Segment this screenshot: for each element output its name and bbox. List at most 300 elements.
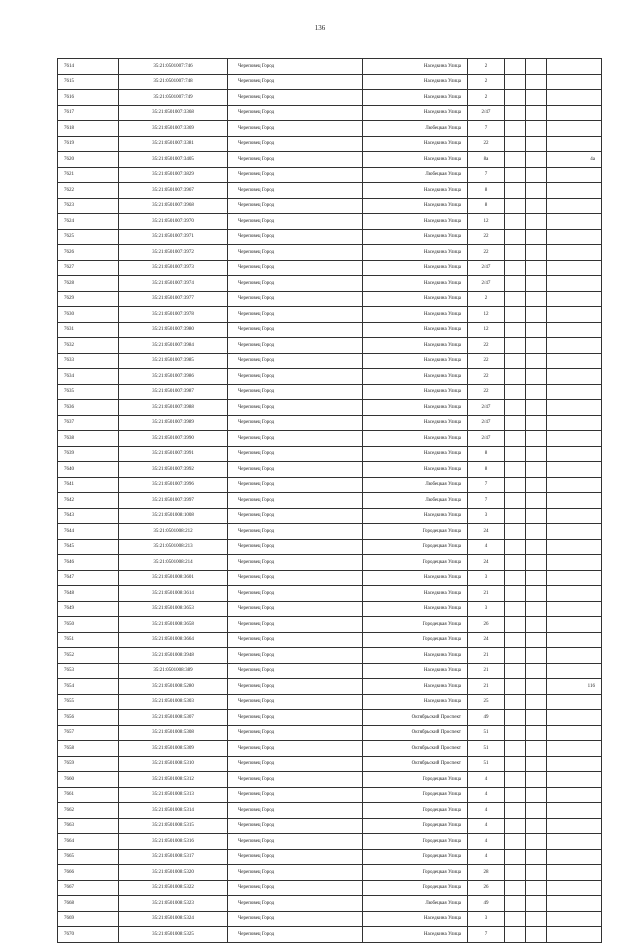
extra-cell-1 [505, 307, 526, 323]
city-cell: Череповец Город [228, 90, 363, 106]
city-cell: Череповец Город [228, 570, 363, 586]
row-number-cell: 7636 [58, 400, 119, 416]
cadastral-number-cell: 35:21:0501007:3368 [119, 105, 228, 121]
row-number-cell: 7631 [58, 322, 119, 338]
extra-cell-2 [526, 214, 547, 230]
apartment-cell [547, 198, 602, 214]
city-cell: Череповец Город [228, 291, 363, 307]
street-cell: Наседкина Улица [363, 462, 468, 478]
city-cell: Череповец Город [228, 229, 363, 245]
extra-cell-1 [505, 59, 526, 75]
extra-cell-2 [526, 121, 547, 137]
street-cell: Городецкая Улица [363, 617, 468, 633]
house-number-cell: 22 [468, 245, 505, 261]
house-number-cell: 4 [468, 849, 505, 865]
city-cell: Череповец Город [228, 136, 363, 152]
house-number-cell: 2/47 [468, 105, 505, 121]
house-number-cell: 2/47 [468, 415, 505, 431]
extra-cell-1 [505, 369, 526, 385]
house-number-cell: 21 [468, 586, 505, 602]
street-cell: Городецкая Улица [363, 834, 468, 850]
row-number-cell: 7668 [58, 896, 119, 912]
row-number-cell: 7633 [58, 353, 119, 369]
street-cell: Наседкина Улица [363, 508, 468, 524]
house-number-cell: 8 [468, 462, 505, 478]
street-cell: Городецкая Улица [363, 787, 468, 803]
street-cell: Наседкина Улица [363, 183, 468, 199]
extra-cell-2 [526, 167, 547, 183]
house-number-cell: 12 [468, 307, 505, 323]
apartment-cell [547, 694, 602, 710]
table-row [58, 307, 602, 323]
cadastral-number-cell: 35:21:0501007:3996 [119, 477, 228, 493]
table-row [58, 756, 602, 772]
cadastral-number-cell: 35:21:0501008:5308 [119, 725, 228, 741]
apartment-cell [547, 245, 602, 261]
cadastral-number-cell: 35:21:0501008:5313 [119, 787, 228, 803]
row-number-cell: 7664 [58, 834, 119, 850]
table-row [58, 539, 602, 555]
table-row [58, 927, 602, 943]
table-row [58, 74, 602, 90]
table-row [58, 617, 602, 633]
house-number-cell: 26 [468, 617, 505, 633]
street-cell: Наседкина Улица [363, 586, 468, 602]
row-number-cell: 7650 [58, 617, 119, 633]
extra-cell-1 [505, 74, 526, 90]
cadastral-number-cell: 35:21:0501008:3948 [119, 648, 228, 664]
row-number-cell: 7643 [58, 508, 119, 524]
table-row [58, 849, 602, 865]
house-number-cell: 22 [468, 229, 505, 245]
city-cell: Череповец Город [228, 260, 363, 276]
city-cell: Череповец Город [228, 400, 363, 416]
cadastral-number-cell: 35:21:0501008:5280 [119, 679, 228, 695]
extra-cell-2 [526, 74, 547, 90]
extra-cell-2 [526, 245, 547, 261]
extra-cell-2 [526, 896, 547, 912]
row-number-cell: 7632 [58, 338, 119, 354]
city-cell: Череповец Город [228, 183, 363, 199]
table-row [58, 105, 602, 121]
extra-cell-1 [505, 725, 526, 741]
extra-cell-2 [526, 555, 547, 571]
apartment-cell [547, 787, 602, 803]
house-number-cell: 2 [468, 90, 505, 106]
apartment-cell [547, 446, 602, 462]
city-cell: Череповец Город [228, 214, 363, 230]
house-number-cell: 12 [468, 322, 505, 338]
house-number-cell: 21 [468, 648, 505, 664]
city-cell: Череповец Город [228, 725, 363, 741]
house-number-cell: 49 [468, 710, 505, 726]
table-row [58, 183, 602, 199]
row-number-cell: 7640 [58, 462, 119, 478]
house-number-cell: 2/47 [468, 431, 505, 447]
extra-cell-2 [526, 260, 547, 276]
apartment-cell: 116 [547, 679, 602, 695]
extra-cell-2 [526, 880, 547, 896]
extra-cell-2 [526, 586, 547, 602]
city-cell: Череповец Город [228, 834, 363, 850]
apartment-cell [547, 167, 602, 183]
street-cell: Наседкина Улица [363, 307, 468, 323]
cadastral-number-cell: 35:21:0501007:746 [119, 59, 228, 75]
apartment-cell [547, 911, 602, 927]
extra-cell-2 [526, 229, 547, 245]
street-cell: Наседкина Улица [363, 136, 468, 152]
row-number-cell: 7624 [58, 214, 119, 230]
city-cell: Череповец Город [228, 152, 363, 168]
cadastral-number-cell: 35:21:0501008:3664 [119, 632, 228, 648]
house-number-cell: 3 [468, 570, 505, 586]
table-row [58, 446, 602, 462]
street-cell: Городецкая Улица [363, 803, 468, 819]
house-number-cell: 22 [468, 136, 505, 152]
extra-cell-1 [505, 849, 526, 865]
cadastral-number-cell: 35:21:0501007:749 [119, 90, 228, 106]
extra-cell-1 [505, 803, 526, 819]
city-cell: Череповец Город [228, 59, 363, 75]
row-number-cell: 7657 [58, 725, 119, 741]
city-cell: Череповец Город [228, 307, 363, 323]
row-number-cell: 7670 [58, 927, 119, 943]
house-number-cell: 49 [468, 896, 505, 912]
apartment-cell [547, 586, 602, 602]
cadastral-number-cell: 35:21:0501008:5303 [119, 694, 228, 710]
street-cell: Любецкая Улица [363, 477, 468, 493]
row-number-cell: 7652 [58, 648, 119, 664]
extra-cell-1 [505, 663, 526, 679]
apartment-cell [547, 276, 602, 292]
street-cell: Наседкина Улица [363, 663, 468, 679]
row-number-cell: 7625 [58, 229, 119, 245]
house-number-cell: 4 [468, 787, 505, 803]
city-cell: Череповец Город [228, 787, 363, 803]
extra-cell-2 [526, 508, 547, 524]
cadastral-number-cell: 35:21:0501008:5323 [119, 896, 228, 912]
extra-cell-2 [526, 291, 547, 307]
apartment-cell [547, 183, 602, 199]
street-cell: Наседкина Улица [363, 400, 468, 416]
table-row [58, 725, 602, 741]
row-number-cell: 7634 [58, 369, 119, 385]
table-row [58, 384, 602, 400]
apartment-cell [547, 229, 602, 245]
city-cell: Череповец Город [228, 539, 363, 555]
table-row [58, 741, 602, 757]
apartment-cell [547, 725, 602, 741]
street-cell: Наседкина Улица [363, 431, 468, 447]
city-cell: Череповец Город [228, 741, 363, 757]
cadastral-number-cell: 35:21:0501007:3987 [119, 384, 228, 400]
row-number-cell: 7648 [58, 586, 119, 602]
cadastral-number-cell: 35:21:0501008:5307 [119, 710, 228, 726]
cadastral-number-cell: 35:21:0501008:1008 [119, 508, 228, 524]
street-cell: Наседкина Улица [363, 415, 468, 431]
city-cell: Череповец Город [228, 322, 363, 338]
street-cell: Наседкина Улица [363, 338, 468, 354]
apartment-cell [547, 617, 602, 633]
cadastral-number-cell: 35:21:0501007:3991 [119, 446, 228, 462]
city-cell: Череповец Город [228, 601, 363, 617]
extra-cell-2 [526, 446, 547, 462]
street-cell: Городецкая Улица [363, 632, 468, 648]
extra-cell-1 [505, 896, 526, 912]
apartment-cell [547, 880, 602, 896]
extra-cell-1 [505, 431, 526, 447]
apartment-cell [547, 90, 602, 106]
apartment-cell [547, 431, 602, 447]
table-row [58, 415, 602, 431]
extra-cell-1 [505, 214, 526, 230]
apartment-cell [547, 772, 602, 788]
cadastral-number-cell: 35:21:0501007:3829 [119, 167, 228, 183]
table-row [58, 834, 602, 850]
city-cell: Череповец Город [228, 911, 363, 927]
extra-cell-1 [505, 880, 526, 896]
house-number-cell: 22 [468, 384, 505, 400]
extra-cell-2 [526, 59, 547, 75]
row-number-cell: 7628 [58, 276, 119, 292]
extra-cell-1 [505, 121, 526, 137]
street-cell: Наседкина Улица [363, 90, 468, 106]
table-row [58, 896, 602, 912]
apartment-cell [547, 632, 602, 648]
house-number-cell: 22 [468, 338, 505, 354]
apartment-cell [547, 493, 602, 509]
row-number-cell: 7658 [58, 741, 119, 757]
house-number-cell: 22 [468, 353, 505, 369]
table-row [58, 787, 602, 803]
row-number-cell: 7617 [58, 105, 119, 121]
apartment-cell [547, 121, 602, 137]
apartment-cell [547, 818, 602, 834]
row-number-cell: 7620 [58, 152, 119, 168]
apartment-cell [547, 384, 602, 400]
extra-cell-1 [505, 694, 526, 710]
row-number-cell: 7662 [58, 803, 119, 819]
city-cell: Череповец Город [228, 617, 363, 633]
cadastral-number-cell: 35:21:0501007:3980 [119, 322, 228, 338]
house-number-cell: 8 [468, 446, 505, 462]
cadastral-number-cell: 35:21:0501007:3974 [119, 276, 228, 292]
apartment-cell [547, 648, 602, 664]
extra-cell-2 [526, 307, 547, 323]
street-cell: Октябрьский Проспект [363, 710, 468, 726]
house-number-cell: 7 [468, 167, 505, 183]
house-number-cell: 4 [468, 772, 505, 788]
apartment-cell [547, 849, 602, 865]
row-number-cell: 7660 [58, 772, 119, 788]
city-cell: Череповец Город [228, 772, 363, 788]
street-cell: Городецкая Улица [363, 818, 468, 834]
row-number-cell: 7639 [58, 446, 119, 462]
cadastral-number-cell: 35:21:0501008:3653 [119, 601, 228, 617]
house-number-cell: 8 [468, 183, 505, 199]
street-cell: Наседкина Улица [363, 214, 468, 230]
apartment-cell [547, 539, 602, 555]
city-cell: Череповец Город [228, 276, 363, 292]
street-cell: Наседкина Улица [363, 291, 468, 307]
row-number-cell: 7616 [58, 90, 119, 106]
house-number-cell: 2 [468, 74, 505, 90]
table-row [58, 260, 602, 276]
row-number-cell: 7656 [58, 710, 119, 726]
row-number-cell: 7622 [58, 183, 119, 199]
street-cell: Наседкина Улица [363, 369, 468, 385]
row-number-cell: 7635 [58, 384, 119, 400]
table-row [58, 152, 602, 168]
row-number-cell: 7619 [58, 136, 119, 152]
row-number-cell: 7651 [58, 632, 119, 648]
cadastral-number-cell: 35:21:0501008:389 [119, 663, 228, 679]
extra-cell-1 [505, 539, 526, 555]
row-number-cell: 7646 [58, 555, 119, 571]
apartment-cell [547, 136, 602, 152]
cadastral-number-cell: 35:21:0501008:5320 [119, 865, 228, 881]
cadastral-number-cell: 35:21:0501007:3997 [119, 493, 228, 509]
house-number-cell: 3 [468, 508, 505, 524]
city-cell: Череповец Город [228, 663, 363, 679]
cadastral-number-cell: 35:21:0501007:3970 [119, 214, 228, 230]
cadastral-number-cell: 35:21:0501008:5324 [119, 911, 228, 927]
table-row [58, 431, 602, 447]
extra-cell-2 [526, 601, 547, 617]
row-number-cell: 7665 [58, 849, 119, 865]
city-cell: Череповец Город [228, 338, 363, 354]
street-cell: Городецкая Улица [363, 865, 468, 881]
table-row [58, 322, 602, 338]
row-number-cell: 7666 [58, 865, 119, 881]
table-row [58, 369, 602, 385]
extra-cell-2 [526, 570, 547, 586]
table-row [58, 880, 602, 896]
row-number-cell: 7629 [58, 291, 119, 307]
city-cell: Череповец Город [228, 462, 363, 478]
cadastral-number-cell: 35:21:0501007:3989 [119, 415, 228, 431]
table-row [58, 694, 602, 710]
city-cell: Череповец Город [228, 415, 363, 431]
house-number-cell: 7 [468, 493, 505, 509]
extra-cell-1 [505, 245, 526, 261]
street-cell: Наседкина Улица [363, 245, 468, 261]
street-cell: Октябрьский Проспект [363, 741, 468, 757]
extra-cell-2 [526, 462, 547, 478]
house-number-cell: 8a [468, 152, 505, 168]
city-cell: Череповец Город [228, 105, 363, 121]
house-number-cell: 24 [468, 524, 505, 540]
cadastral-number-cell: 35:21:0501008:5317 [119, 849, 228, 865]
city-cell: Череповец Город [228, 353, 363, 369]
street-cell: Октябрьский Проспект [363, 756, 468, 772]
table-row [58, 229, 602, 245]
street-cell: Городецкая Улица [363, 880, 468, 896]
apartment-cell [547, 896, 602, 912]
row-number-cell: 7637 [58, 415, 119, 431]
row-number-cell: 7623 [58, 198, 119, 214]
city-cell: Череповец Город [228, 167, 363, 183]
house-number-cell: 26 [468, 880, 505, 896]
table-row [58, 803, 602, 819]
apartment-cell [547, 570, 602, 586]
table-row [58, 524, 602, 540]
apartment-cell [547, 462, 602, 478]
street-cell: Наседкина Улица [363, 570, 468, 586]
apartment-cell [547, 322, 602, 338]
extra-cell-1 [505, 229, 526, 245]
apartment-cell [547, 834, 602, 850]
extra-cell-1 [505, 260, 526, 276]
table-row [58, 167, 602, 183]
street-cell: Наседкина Улица [363, 679, 468, 695]
extra-cell-2 [526, 617, 547, 633]
table-row [58, 493, 602, 509]
extra-cell-2 [526, 772, 547, 788]
cadastral-number-cell: 35:21:0501007:3990 [119, 431, 228, 447]
extra-cell-2 [526, 369, 547, 385]
apartment-cell [547, 710, 602, 726]
apartment-cell [547, 214, 602, 230]
apartment-cell [547, 477, 602, 493]
row-number-cell: 7621 [58, 167, 119, 183]
cadastral-number-cell: 35:21:0501007:3968 [119, 198, 228, 214]
table-row [58, 679, 602, 695]
extra-cell-2 [526, 152, 547, 168]
table-row [58, 59, 602, 75]
apartment-cell [547, 353, 602, 369]
extra-cell-2 [526, 803, 547, 819]
cadastral-number-cell: 35:21:0501008:214 [119, 555, 228, 571]
city-cell: Череповец Город [228, 849, 363, 865]
table-row [58, 911, 602, 927]
extra-cell-1 [505, 772, 526, 788]
cadastral-number-cell: 35:21:0501008:5314 [119, 803, 228, 819]
house-number-cell: 12 [468, 214, 505, 230]
extra-cell-1 [505, 586, 526, 602]
street-cell: Городецкая Улица [363, 524, 468, 540]
extra-cell-1 [505, 756, 526, 772]
street-cell: Городецкая Улица [363, 772, 468, 788]
extra-cell-1 [505, 865, 526, 881]
street-cell: Наседкина Улица [363, 59, 468, 75]
street-cell: Городецкая Улица [363, 539, 468, 555]
cadastral-number-cell: 35:21:0501008:5322 [119, 880, 228, 896]
extra-cell-2 [526, 911, 547, 927]
table-row [58, 570, 602, 586]
house-number-cell: 7 [468, 121, 505, 137]
street-cell: Наседкина Улица [363, 152, 468, 168]
house-number-cell: 25 [468, 694, 505, 710]
house-number-cell: 2/47 [468, 260, 505, 276]
extra-cell-2 [526, 865, 547, 881]
house-number-cell: 7 [468, 477, 505, 493]
house-number-cell: 4 [468, 539, 505, 555]
extra-cell-2 [526, 787, 547, 803]
row-number-cell: 7655 [58, 694, 119, 710]
extra-cell-1 [505, 477, 526, 493]
city-cell: Череповец Город [228, 880, 363, 896]
extra-cell-1 [505, 834, 526, 850]
city-cell: Череповец Город [228, 896, 363, 912]
table-row [58, 276, 602, 292]
extra-cell-2 [526, 663, 547, 679]
row-number-cell: 7626 [58, 245, 119, 261]
city-cell: Череповец Город [228, 555, 363, 571]
extra-cell-1 [505, 679, 526, 695]
extra-cell-1 [505, 911, 526, 927]
extra-cell-1 [505, 570, 526, 586]
